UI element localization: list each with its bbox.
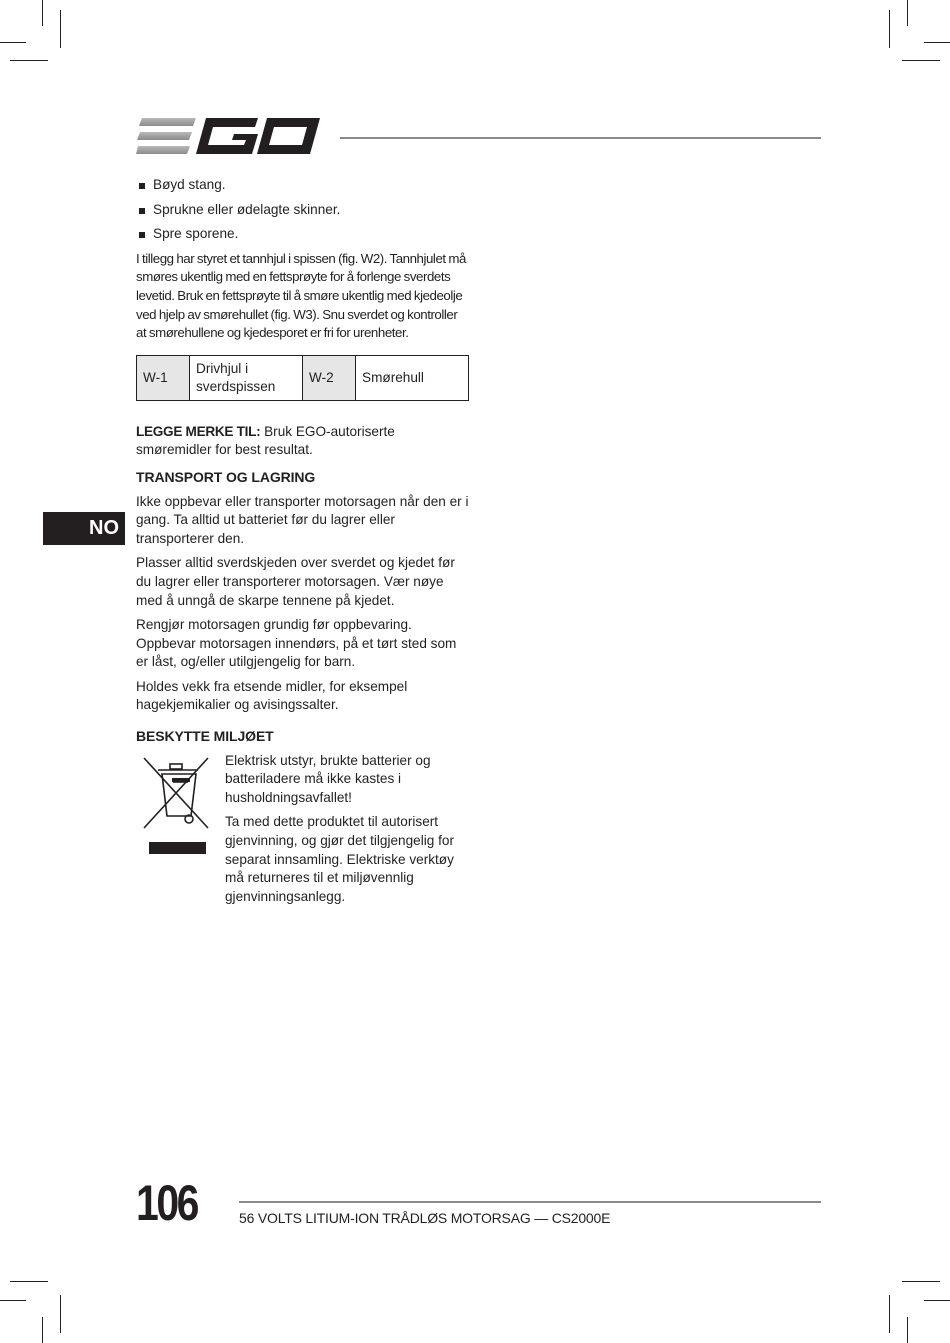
list-item: Sprukne eller ødelagte skinner. — [136, 201, 470, 220]
section-heading-transport: TRANSPORT OG LAGRING — [136, 468, 316, 485]
crop-mark — [42, 1317, 43, 1343]
crossed-out-wheelie-bin-icon — [140, 756, 214, 856]
legend-label: Drivhjul i sverdspissen — [190, 355, 303, 400]
crop-mark — [60, 10, 61, 48]
footer-rule — [239, 1201, 821, 1203]
header-rule — [340, 137, 821, 139]
paragraph: Rengjør motorsagen grundig før oppbevaring. Oppbevar motorsagen innendørs, på et tørt sted som er låst, og/eller utilgjengelig for barn. — [136, 617, 457, 670]
notice — [136, 423, 470, 460]
legend-key: W-2 — [303, 355, 356, 400]
environment-section — [136, 752, 470, 907]
crop-mark — [902, 1281, 940, 1282]
legend-key: W-1 — [137, 355, 190, 400]
footer-title: 56 VOLTS LITIUM-ION TRÅDLØS MOTORSAG — CS2000E — [239, 1210, 611, 1226]
paragraph: Ta med dette produktet til autorisert gjenvinning, og gjør det tilgjengelig for separat innsamling. Elektriske verktøy må returneres til et miljøvennlig gjenvinningsanlegg. — [225, 814, 454, 904]
legend-label: Smørehull — [356, 355, 469, 400]
list-item: Bøyd stang. — [136, 176, 470, 195]
crop-mark — [924, 42, 950, 43]
crop-mark — [10, 1281, 48, 1282]
list-item: Spre sporene. — [136, 225, 470, 244]
crop-mark — [42, 0, 43, 26]
notice-text: Bruk EGO-autoriserte smøremidler for best resultat. — [136, 423, 395, 458]
notice-lead: LEGGE MERKE TIL: — [136, 423, 261, 439]
crop-mark — [924, 1300, 950, 1301]
sprocket-paragraph: I tillegg har styret et tannhjul i spissen (fig. W2). Tannhjulet må smøres ukentlig med en fettsprøyte for å forlenge sverdets levetid. Bruk en fettsprøyte til å smøre ukentlig med kjedeolje ved hjelp av smørehullet (fig. W3). Snu sverdet og kontroller at smørehullene og kjedesporet er fri for urenheter. — [136, 250, 466, 341]
paragraph: Elektrisk utstyr, brukte batterier og batteriladere må ikke kastes i husholdningsavfallet! — [225, 752, 431, 805]
page-number: 106 — [136, 1175, 198, 1231]
bullet-list — [136, 176, 470, 244]
environment-text — [225, 752, 470, 907]
ego-logo — [136, 116, 320, 158]
table-row — [137, 355, 469, 400]
crop-mark — [0, 1300, 26, 1301]
paragraph: Plasser alltid sverdskjeden over sverdet og kjedet før du lagrer eller transporterer motorsagen. Vær nøye med å unngå de skarpe tennene på kjedet. — [136, 555, 455, 608]
main-content — [136, 176, 470, 912]
crop-mark — [0, 42, 26, 43]
section-heading-environment: BESKYTTE MILJØET — [136, 728, 274, 745]
figure-legend-table — [136, 355, 469, 401]
paragraph: Ikke oppbevar eller transporter motorsagen når den er i gang. Ta alltid ut batteriet før du lagrer eller transporterer den. — [136, 493, 469, 546]
crop-mark — [60, 1295, 61, 1333]
crop-mark — [889, 1295, 890, 1333]
paragraph: Holdes vekk fra etsende midler, for eksempel hagekjemikalier og avisingssalter. — [136, 678, 408, 713]
crop-mark — [907, 0, 908, 26]
crop-mark — [10, 60, 48, 61]
crop-mark — [902, 60, 940, 61]
language-tab: NO — [43, 512, 125, 545]
crop-mark — [907, 1317, 908, 1343]
crop-mark — [889, 10, 890, 48]
